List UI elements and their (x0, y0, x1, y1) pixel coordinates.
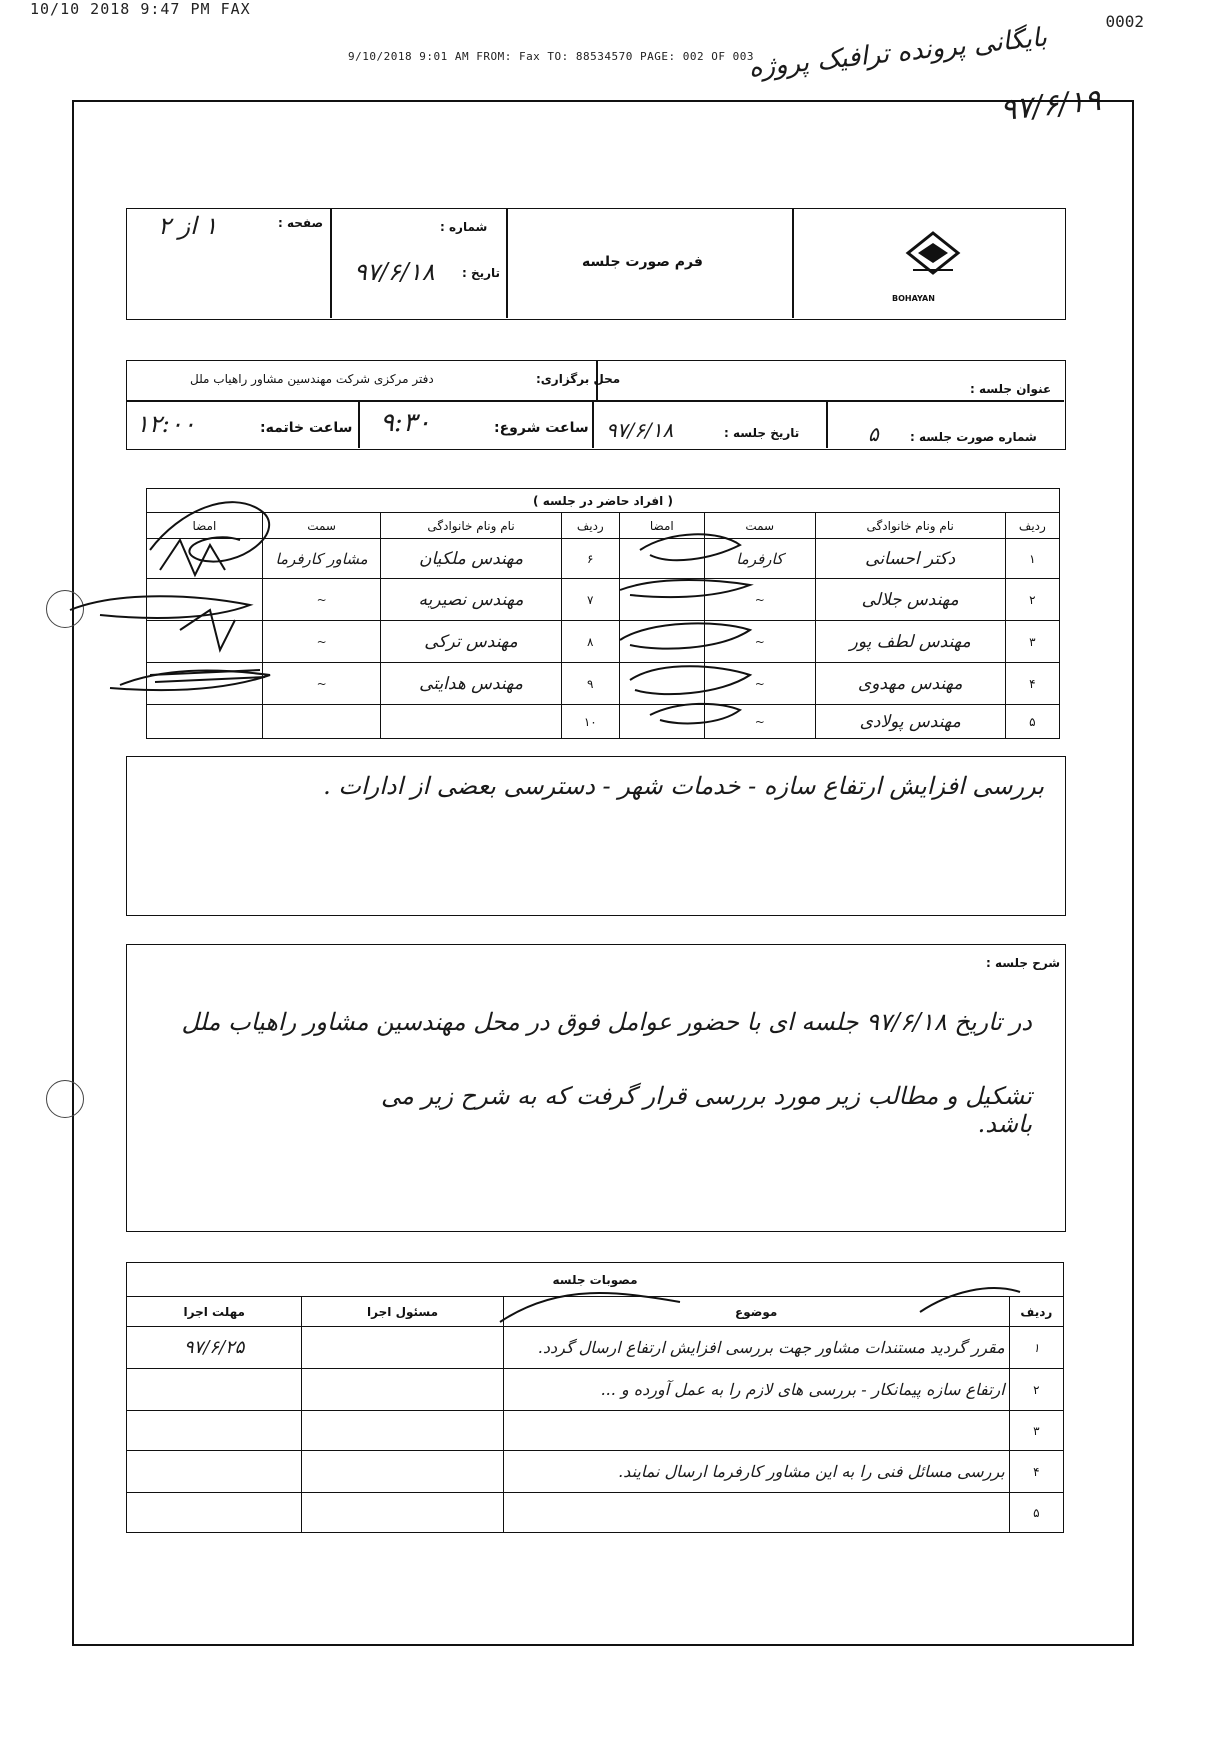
attendees-header-cell: سمت (262, 513, 381, 539)
table-row (127, 1411, 1064, 1451)
meeting-info-vline-4 (358, 400, 360, 448)
table-cell: ~ (262, 579, 381, 621)
fax-page-number: 0002 (1105, 12, 1144, 31)
table-cell: ~ (262, 663, 381, 705)
table-cell: ~ (704, 705, 815, 739)
table-cell: مهندس ملکیان (381, 539, 561, 579)
location-label: محل برگزاری: (536, 372, 621, 386)
end-time-value: ۱۲:۰۰ (136, 410, 196, 438)
signature-mark (620, 623, 750, 648)
table-cell: مقرر گردید مستندات مشاور جهت بررسی افزایش ارتفاع ارسال گردد. (503, 1327, 1009, 1369)
meeting-info-vline-3 (592, 400, 594, 448)
resolutions-title: مصوبات جلسه (127, 1263, 1064, 1297)
header-date-value: ۹۷/۶/۱۸ (354, 258, 435, 286)
table-row (127, 1369, 1064, 1411)
meeting-info-vline-2 (826, 400, 828, 448)
resolutions-header-cell: موضوع (503, 1297, 1009, 1327)
table-cell: ۸ (561, 621, 619, 663)
table-cell: ۱ (1009, 1327, 1063, 1369)
table-row (127, 1451, 1064, 1493)
signature-mark (620, 580, 750, 597)
signatures-overlay (60, 470, 1070, 750)
table-cell (127, 1369, 302, 1411)
attendees-title: ( افراد حاضر در جلسه ) (147, 489, 1060, 513)
table-cell: ۷ (561, 579, 619, 621)
table-cell: ۱ (1005, 539, 1059, 579)
table-cell: ۵ (1009, 1493, 1063, 1533)
table-cell: مهندس نصیریه (381, 579, 561, 621)
table-cell: ۲ (1005, 579, 1059, 621)
punch-hole-bottom (46, 1080, 84, 1118)
signature-mark (70, 596, 250, 618)
table-cell: مشاور کارفرما (262, 539, 381, 579)
resolutions-header-cell: مسئول اجرا (302, 1297, 503, 1327)
attendees-header-cell: ردیف (561, 513, 619, 539)
table-cell: ۱۰ (561, 705, 619, 739)
page-label: صفحه : (278, 216, 324, 230)
table-cell: مهندس لطف پور (815, 621, 1005, 663)
pen-mark (920, 1288, 1020, 1312)
agenda-text: بررسی افزایش ارتفاع سازه - خدمات شهر - دسترسی بعضی از ادارات . (323, 772, 1044, 800)
table-cell (302, 1411, 503, 1451)
table-cell: ارتفاع سازه پیمانکار - بررسی های لازم را به عمل آورده و ... (503, 1369, 1009, 1411)
handwritten-archive-date: ۹۷/۶/۱۹ (998, 82, 1103, 129)
table-cell (503, 1411, 1009, 1451)
signature-mark (640, 534, 740, 560)
table-cell: کارفرما (704, 539, 815, 579)
attendees-header-cell: نام ونام خانوادگی (815, 513, 1005, 539)
table-cell: ~ (704, 579, 815, 621)
attendees-header-cell: امضا (147, 513, 263, 539)
table-cell (302, 1451, 503, 1493)
table-cell (302, 1369, 503, 1411)
description-line-2: تشکیل و مطالب زیر مورد بررسی قرار گرفت که به شرح زیر می باشد. (380, 1082, 1032, 1138)
location-value: دفتر مرکزی شرکت مهندسین مشاور راهیاب ملل (190, 372, 434, 386)
signature-mark (650, 704, 740, 724)
table-cell: مهندس هدایتی (381, 663, 561, 705)
signature-mark (630, 666, 750, 694)
meeting-title-label: عنوان جلسه : (970, 382, 1052, 396)
attendees-header-cell: نام ونام خانوادگی (381, 513, 561, 539)
table-cell: مهندس پولادی (815, 705, 1005, 739)
table-cell (127, 1451, 302, 1493)
page-value: ۱ از ۲ (158, 212, 218, 240)
pen-mark (500, 1293, 680, 1322)
resolutions-header-cell: مهلت اجرا (127, 1297, 302, 1327)
attendees-header-cell: سمت (704, 513, 815, 539)
table-cell (503, 1493, 1009, 1533)
fax-transmission-line: 9/10/2018 9:01 AM FROM: Fax TO: 88534570 PAGE: 002 OF 003 (348, 50, 754, 63)
meeting-info-hline (126, 400, 1064, 402)
table-cell: ۶ (561, 539, 619, 579)
description-label: شرح جلسه : (986, 956, 1061, 970)
table-cell: ۴ (1005, 663, 1059, 705)
logo-text: BOHAYAN (892, 294, 935, 303)
handwritten-archive-note: بایگانی پرونده ترافیک پروژه (747, 22, 1049, 84)
table-cell: ۳ (1005, 621, 1059, 663)
company-logo-icon (888, 228, 978, 298)
meeting-date-label: تاریخ جلسه : (724, 426, 800, 440)
start-time-label: ساعت شروع: (494, 420, 589, 436)
number-label: شماره : (440, 220, 488, 234)
header-divider-1 (792, 208, 794, 318)
meeting-date-value: ۹۷/۶/۱۸ (606, 418, 674, 442)
resolutions-pen-marks (480, 1262, 1060, 1342)
table-cell (127, 1493, 302, 1533)
table-cell: دکتر احسانی (815, 539, 1005, 579)
table-cell: ۴ (1009, 1451, 1063, 1493)
description-line-1: در تاریخ ۹۷/۶/۱۸ جلسه ای با حضور عوامل فوق در محل مهندسین مشاور راهیاب ملل (181, 1008, 1032, 1036)
date-label: تاریخ : (462, 266, 501, 280)
table-cell: ~ (704, 621, 815, 663)
table-cell: ۹۷/۶/۲۵ (127, 1327, 302, 1369)
end-time-label: ساعت خاتمه: (260, 420, 353, 436)
fax-header-top: 10/10 2018 9:47 PM FAX (30, 0, 251, 18)
header-divider-2 (506, 208, 508, 318)
start-time-value: ۹:۳۰ (380, 408, 431, 438)
attendees-header-cell: ردیف (1005, 513, 1059, 539)
table-cell: مهندس ترکی (381, 621, 561, 663)
resolutions-header-cell: ردیف (1009, 1297, 1063, 1327)
header-divider-3 (330, 208, 332, 318)
table-cell: ۹ (561, 663, 619, 705)
minutes-number-label: شماره صورت جلسه : (910, 430, 1037, 444)
table-cell (302, 1327, 503, 1369)
table-cell: ۲ (1009, 1369, 1063, 1411)
table-cell: ~ (262, 621, 381, 663)
table-cell (127, 1411, 302, 1451)
table-cell (302, 1493, 503, 1533)
table-cell: مهندس مهدوی (815, 663, 1005, 705)
minutes-number-value: ۵ (868, 422, 879, 446)
table-cell: بررسی مسائل فنی را به این مشاور کارفرما ارسال نمایند. (503, 1451, 1009, 1493)
table-cell: ۵ (1005, 705, 1059, 739)
signature-mark (150, 502, 269, 561)
table-row (127, 1493, 1064, 1533)
table-cell: ~ (704, 663, 815, 705)
table-cell: ۳ (1009, 1411, 1063, 1451)
form-title: فرم صورت جلسه (582, 254, 703, 270)
table-cell: مهندس جلالی (815, 579, 1005, 621)
attendees-header-cell: امضا (619, 513, 704, 539)
